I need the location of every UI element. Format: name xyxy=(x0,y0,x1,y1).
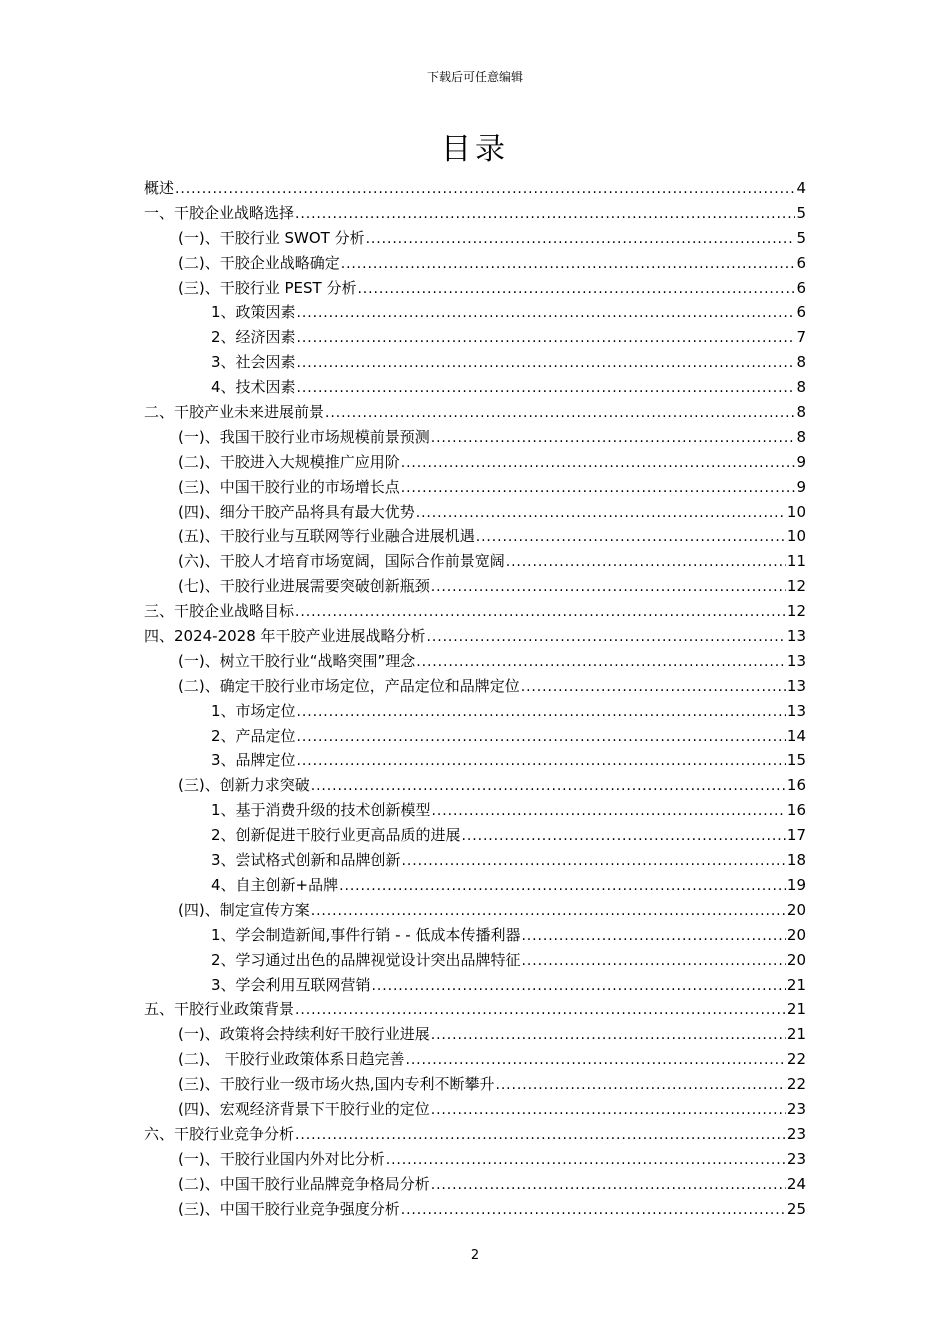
toc-entry-text: (一)、我国干胶行业市场规模前景预测 xyxy=(178,427,430,446)
toc-entry[interactable] xyxy=(144,400,806,425)
toc-entry-text: (二)、干胶进入大规模推广应用阶 xyxy=(178,452,400,471)
toc-dot-leader xyxy=(297,376,796,401)
toc-dot-leader xyxy=(297,326,796,351)
toc-entry-page: 21 xyxy=(786,1025,806,1044)
toc-title: 目录 xyxy=(441,132,509,167)
toc-entry-text: (三)、创新力求突破 xyxy=(178,776,310,795)
toc-entry-page: 21 xyxy=(786,975,806,994)
toc-entry-page: 5 xyxy=(796,203,806,222)
toc-entry-text: (三)、干胶行业 PEST 分析 xyxy=(178,278,357,297)
toc-entry-page: 13 xyxy=(786,627,806,646)
toc-entry-text: (五)、干胶行业与互联网等行业融合进展机遇 xyxy=(178,527,475,546)
toc-entry-page: 7 xyxy=(796,328,806,347)
toc-entry-text: 3、学会利用互联网营销 xyxy=(211,975,371,994)
toc-dot-leader xyxy=(405,1048,785,1073)
toc-dot-leader xyxy=(401,1198,786,1223)
toc-entry[interactable] xyxy=(144,1047,806,1072)
toc-entry-text: 3、尝试格式创新和品牌创新 xyxy=(211,851,401,870)
toc-entry-page: 12 xyxy=(786,577,806,596)
toc-entry[interactable] xyxy=(144,1097,806,1122)
toc-entry[interactable] xyxy=(144,549,806,574)
toc-entry-page: 12 xyxy=(786,602,806,621)
toc-entry-page: 21 xyxy=(786,1000,806,1019)
toc-dot-leader xyxy=(339,874,786,899)
toc-entry-text: 3、社会因素 xyxy=(211,353,296,372)
toc-entry[interactable] xyxy=(144,1122,806,1147)
toc-entry-text: (一)、干胶行业 SWOT 分析 xyxy=(178,228,365,247)
toc-dot-leader xyxy=(521,924,785,949)
toc-entry[interactable] xyxy=(144,1172,806,1197)
toc-dot-leader xyxy=(401,476,796,501)
toc-dot-leader xyxy=(297,301,796,326)
toc-entry-text: (一)、树立干胶行业“战略突围”理念 xyxy=(178,651,416,670)
toc-dot-leader xyxy=(175,177,795,202)
toc-entry[interactable] xyxy=(144,350,806,375)
toc-entry[interactable] xyxy=(144,599,806,624)
toc-entry[interactable] xyxy=(144,898,806,923)
toc-dot-leader xyxy=(297,700,786,725)
toc-entry[interactable] xyxy=(144,226,806,251)
toc-entry-page: 16 xyxy=(786,801,806,820)
toc-entry-page: 22 xyxy=(786,1075,806,1094)
toc-entry-text: (一)、政策将会持续利好干胶行业进展 xyxy=(178,1025,430,1044)
toc-dot-leader xyxy=(297,749,786,774)
toc-entry-page: 8 xyxy=(796,427,806,446)
page-number: 2 xyxy=(470,1248,480,1263)
toc-entry-page: 23 xyxy=(786,1099,806,1118)
toc-dot-leader xyxy=(297,351,796,376)
toc-entry-page: 25 xyxy=(786,1199,806,1218)
toc-entry[interactable] xyxy=(144,773,806,798)
toc-entry[interactable] xyxy=(144,724,806,749)
toc-entry-page: 11 xyxy=(786,552,806,571)
toc-dot-leader xyxy=(431,1023,786,1048)
toc-dot-leader xyxy=(295,1123,786,1148)
toc-entry-text: (六)、干胶人才培育市场宽阔，国际合作前景宽阔 xyxy=(178,552,505,571)
toc-dot-leader xyxy=(366,227,796,252)
toc-entry[interactable] xyxy=(144,1022,806,1047)
toc-dot-leader xyxy=(372,974,786,999)
toc-entry-text: 3、品牌定位 xyxy=(211,751,296,770)
toc-dot-leader xyxy=(341,252,796,277)
toc-entry-text: 2、产品定位 xyxy=(211,726,296,745)
toc-entry-page: 24 xyxy=(786,1174,806,1193)
toc-entry[interactable] xyxy=(144,649,806,674)
toc-entry-text: 四、2024-2028 年干胶产业进展战略分析 xyxy=(144,627,426,646)
toc-entry-page: 8 xyxy=(796,378,806,397)
toc-entry[interactable] xyxy=(144,574,806,599)
toc-entry[interactable] xyxy=(144,1147,806,1172)
toc-entry[interactable] xyxy=(144,475,806,500)
toc-entry-text: (四)、制定宣传方案 xyxy=(178,900,310,919)
toc-entry[interactable] xyxy=(144,923,806,948)
toc-entry-page: 13 xyxy=(786,651,806,670)
toc-entry-text: 六、干胶行业竞争分析 xyxy=(144,1124,295,1143)
toc-entry-page: 18 xyxy=(786,851,806,870)
toc-entry-page: 6 xyxy=(796,278,806,297)
toc-entry[interactable] xyxy=(144,948,806,973)
toc-entry-text: (三)、中国干胶行业竞争强度分析 xyxy=(178,1199,400,1218)
toc-entry[interactable] xyxy=(144,375,806,400)
toc-dot-leader xyxy=(416,501,786,526)
toc-entry[interactable] xyxy=(144,276,806,301)
toc-entry-page: 22 xyxy=(786,1050,806,1069)
toc-entry-text: 1、政策因素 xyxy=(211,303,296,322)
toc-dot-leader xyxy=(495,1073,785,1098)
toc-entry-text: (二)、 干胶行业政策体系日趋完善 xyxy=(178,1050,405,1069)
toc-entry-text: 概述 xyxy=(144,179,175,197)
toc-entry-page: 9 xyxy=(796,477,806,496)
toc-entry-text: 4、自主创新+品牌 xyxy=(211,875,339,894)
toc-entry[interactable] xyxy=(144,500,806,525)
toc-entry-text: 1、基于消费升级的技术创新模型 xyxy=(211,801,431,820)
toc-dot-leader xyxy=(401,451,796,476)
toc-entry-text: 二、干胶产业未来进展前景 xyxy=(144,403,325,422)
toc-entry[interactable] xyxy=(144,873,806,898)
toc-entry[interactable] xyxy=(144,624,806,649)
toc-entry-page: 6 xyxy=(796,303,806,322)
toc-entry-page: 5 xyxy=(796,228,806,247)
toc-dot-leader xyxy=(311,899,786,924)
toc-dot-leader xyxy=(521,675,786,700)
toc-entry-text: (二)、确定干胶行业市场定位，产品定位和品牌定位 xyxy=(178,676,520,695)
toc-entry-page: 8 xyxy=(796,353,806,372)
toc-dot-leader xyxy=(357,277,795,302)
toc-entry-page: 16 xyxy=(786,776,806,795)
page-header: 下载后可任意编辑 xyxy=(426,70,523,84)
toc-entry-page: 4 xyxy=(796,179,806,197)
toc-entry[interactable] xyxy=(144,425,806,450)
toc-dot-leader xyxy=(295,998,786,1023)
toc-entry-page: 10 xyxy=(786,527,806,546)
toc-entry-text: (四)、宏观经济背景下干胶行业的定位 xyxy=(178,1099,430,1118)
toc-entry-text: 4、技术因素 xyxy=(211,378,296,397)
toc-entry-page: 6 xyxy=(796,253,806,272)
toc-entry[interactable] xyxy=(144,251,806,276)
toc-entry-text: (二)、干胶企业战略确定 xyxy=(178,253,340,272)
toc-entry[interactable] xyxy=(144,748,806,773)
toc-entry-text: 2、学习通过出色的品牌视觉设计突出品牌特征 xyxy=(211,950,521,969)
toc-entry[interactable] xyxy=(144,997,806,1022)
toc-dot-leader xyxy=(476,525,786,550)
toc-dot-leader xyxy=(431,1098,786,1123)
toc-entry-text: (三)、干胶行业一级市场火热,国内专利不断攀升 xyxy=(178,1075,495,1094)
toc-entry[interactable] xyxy=(144,325,806,350)
toc-entry-page: 17 xyxy=(786,826,806,845)
toc-entry-text: 2、经济因素 xyxy=(211,328,296,347)
toc-entry-text: 三、干胶企业战略目标 xyxy=(144,602,295,621)
toc-dot-leader xyxy=(432,799,786,824)
toc-dot-leader xyxy=(295,202,795,227)
toc-entry-page: 14 xyxy=(786,726,806,745)
toc-entry-text: 1、学会制造新闻,事件行销 - - 低成本传播利器 xyxy=(211,925,521,944)
toc-entry-page: 20 xyxy=(786,900,806,919)
toc-entry-page: 23 xyxy=(786,1149,806,1168)
toc-dot-leader xyxy=(386,1148,786,1173)
toc-dot-leader xyxy=(402,849,786,874)
toc-entry-page: 13 xyxy=(786,701,806,720)
toc-entry[interactable] xyxy=(144,674,806,699)
toc-dot-leader xyxy=(522,949,786,974)
toc-dot-leader xyxy=(416,650,786,675)
toc-entry-text: 1、市场定位 xyxy=(211,701,296,720)
toc-entry[interactable] xyxy=(144,798,806,823)
toc-entry[interactable] xyxy=(144,450,806,475)
toc-entry-page: 19 xyxy=(786,875,806,894)
toc-entry[interactable] xyxy=(144,201,806,226)
toc-dot-leader xyxy=(325,401,795,426)
toc-dot-leader xyxy=(427,625,786,650)
toc-dot-leader xyxy=(311,774,786,799)
toc-dot-leader xyxy=(462,824,786,849)
toc-entry-text: 2、创新促进干胶行业更高品质的进展 xyxy=(211,826,461,845)
toc-entry-page: 20 xyxy=(786,950,806,969)
toc-entry[interactable] xyxy=(144,1072,806,1097)
toc-entry[interactable] xyxy=(144,973,806,998)
toc-entry[interactable] xyxy=(144,699,806,724)
table-of-contents xyxy=(144,176,806,1221)
toc-entry[interactable] xyxy=(144,848,806,873)
toc-entry[interactable] xyxy=(144,524,806,549)
toc-dot-leader xyxy=(431,1173,786,1198)
toc-entry-text: (一)、干胶行业国内外对比分析 xyxy=(178,1149,385,1168)
toc-entry-page: 10 xyxy=(786,502,806,521)
toc-entry-page: 20 xyxy=(786,925,806,944)
toc-entry-page: 13 xyxy=(786,676,806,695)
toc-entry-text: (二)、中国干胶行业品牌竞争格局分析 xyxy=(178,1174,430,1193)
toc-entry-text: 五、干胶行业政策背景 xyxy=(144,1000,295,1019)
toc-dot-leader xyxy=(431,575,786,600)
toc-entry-text: (三)、中国干胶行业的市场增长点 xyxy=(178,477,400,496)
toc-dot-leader xyxy=(295,600,786,625)
toc-entry-text: (四)、细分干胶产品将具有最大优势 xyxy=(178,502,415,521)
toc-entry-text: (七)、干胶行业进展需要突破创新瓶颈 xyxy=(178,577,430,596)
toc-entry[interactable] xyxy=(144,1197,806,1222)
toc-dot-leader xyxy=(431,426,796,451)
toc-entry-page: 9 xyxy=(796,452,806,471)
toc-entry[interactable] xyxy=(144,300,806,325)
toc-dot-leader xyxy=(506,550,786,575)
toc-entry-page: 23 xyxy=(786,1124,806,1143)
toc-entry-page: 8 xyxy=(796,403,806,422)
toc-entry[interactable] xyxy=(144,823,806,848)
toc-entry-text: 一、干胶企业战略选择 xyxy=(144,203,295,222)
toc-entry-page: 15 xyxy=(786,751,806,770)
toc-entry[interactable] xyxy=(144,176,806,201)
toc-dot-leader xyxy=(297,725,786,750)
